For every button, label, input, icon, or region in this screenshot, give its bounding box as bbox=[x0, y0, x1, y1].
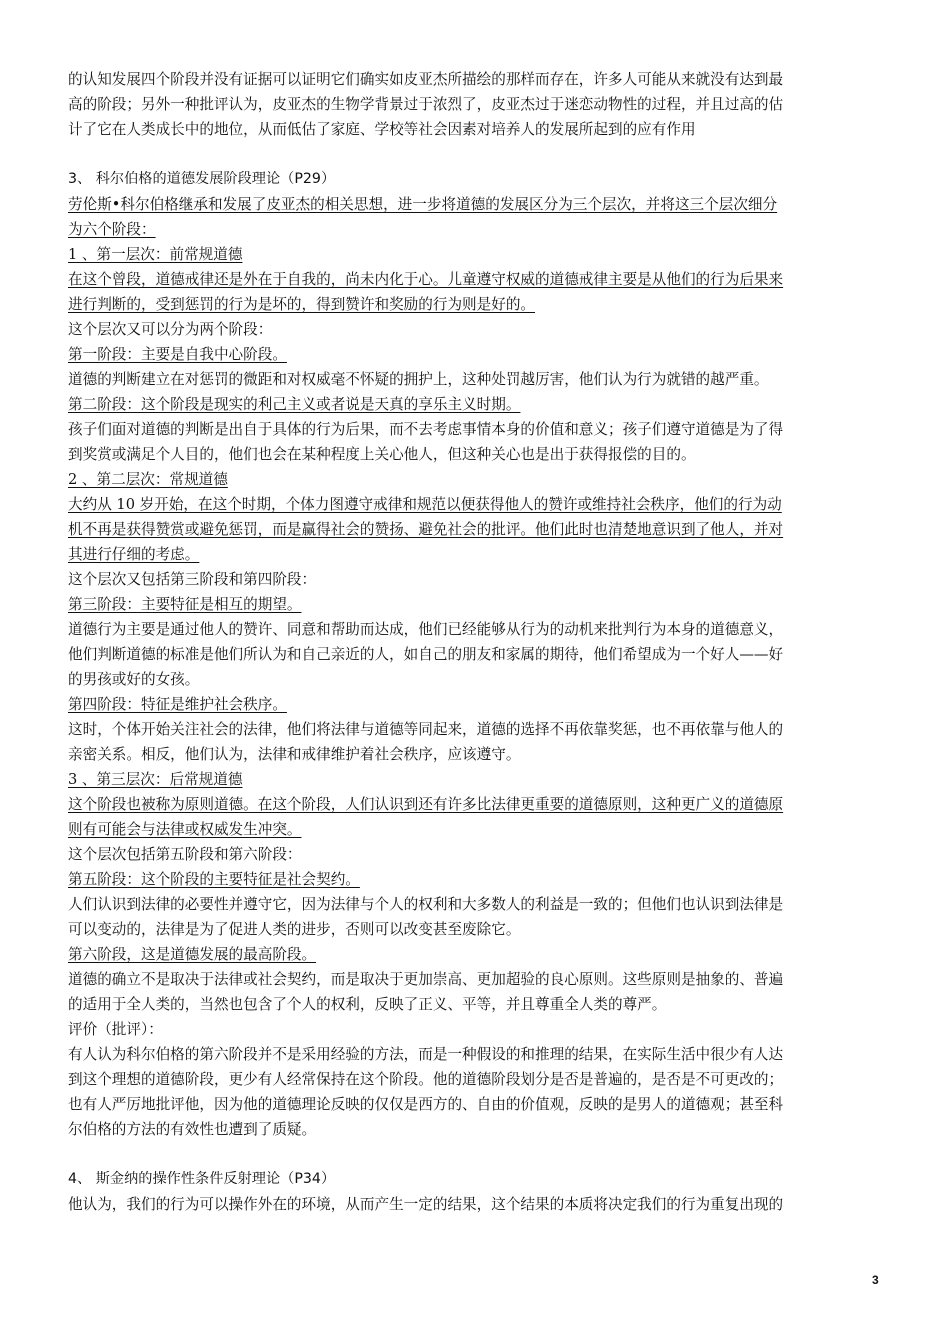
text-line: 计了它在人类成长中的地位，从而低估了家庭、学校等社会因素对培养人的发展所起到的应有作用 bbox=[68, 121, 696, 138]
text-line: 这时，个体开始关注社会的法律，他们将法律与道德等同起来，道德的选择不再依靠奖惩，也不再依靠与他人的 bbox=[68, 721, 784, 738]
text-line: 道德行为主要是通过他人的赞许、同意和帮助而达成，他们已经能够从行为的动机来批判行为本身的道德意义， bbox=[68, 621, 784, 638]
text-line: 机不再是获得赞赏或避免惩罚，而是赢得社会的赞扬、避免社会的批评。他们此时也清楚地意识到了他人，并对 bbox=[68, 521, 784, 538]
section3-intro bbox=[68, 192, 884, 242]
level3-title: 3 、第三层次：后常规道德 bbox=[68, 771, 243, 788]
paragraph-gap bbox=[68, 1142, 884, 1167]
text-line: 其进行仔细的考虑。 bbox=[68, 546, 200, 563]
stage3-title: 第三阶段：主要特征是相互的期望。 bbox=[68, 596, 302, 613]
text-line: 他们判断道德的标准是他们所认为和自己亲近的人，如自己的朋友和家属的期待，他们希望成为一个好人——好 bbox=[68, 646, 784, 663]
level1-description bbox=[68, 267, 884, 317]
text-line: 劳伦斯•科尔伯格继承和发展了皮亚杰的相关思想，进一步将道德的发展区分为三个层次，并将这三个层次细分 bbox=[68, 196, 778, 213]
level2-title: 2 、第二层次：常规道德 bbox=[68, 471, 228, 488]
text-line: 的适用于全人类的，当然也包含了个人的权利，反映了正义、平等，并且尊重全人类的尊严。 bbox=[68, 996, 667, 1013]
text-line: 尔伯格的方法的有效性也遭到了质疑。 bbox=[68, 1121, 317, 1138]
text-line: 有人认为科尔伯格的第六阶段并不是采用经验的方法，而是一种假设的和推理的结果，在实际生活中很少有人达 bbox=[68, 1046, 784, 1063]
text-line: 在这个曾段，道德戒律还是外在于自我的，尚未内化于心。儿童遵守权威的道德戒律主要是从他们的行为后果来 bbox=[68, 271, 784, 288]
text-line: 道德的判断建立在对惩罚的微距和对权威毫不怀疑的拥护上，这种处罚越厉害，他们认为行为就错的越严重。 bbox=[68, 371, 769, 388]
level2-description bbox=[68, 492, 884, 567]
text-line: 也有人严厉地批评他，因为他的道德理论反映的仅仅是西方的、自由的价值观，反映的是男人的道德观；甚至科 bbox=[68, 1096, 784, 1113]
text-line: 的男孩或好的女孩。 bbox=[68, 671, 200, 688]
text-line: 进行判断的，受到惩罚的行为是坏的，得到赞许和奖励的行为则是好的。 bbox=[68, 296, 536, 313]
level3-note: 这个层次包括第五阶段和第六阶段： bbox=[68, 846, 302, 863]
text-line: 人们认识到法律的必要性并遵守它，因为法律与个人的权利和大多数人的利益是一致的；但他们也认识到法律是 bbox=[68, 896, 784, 913]
text-line: 道德的确立不是取决于法律或社会契约，而是取决于更加崇高、更加超验的良心原则。这些原则是抽象的、普遍 bbox=[68, 971, 784, 988]
level2-note: 这个层次又包括第三阶段和第四阶段： bbox=[68, 571, 317, 588]
stage5-description bbox=[68, 892, 884, 942]
page-content bbox=[68, 67, 884, 1217]
text-line: 大约从 10 岁开始，在这个时期，个体力图遵守戒律和规范以便获得他人的赞许或维持社会秩序，他们的行为动 bbox=[68, 496, 782, 513]
text-line: 高的阶段；另外一种批评认为，皮亚杰的生物学背景过于浓烈了，皮亚杰过于迷恋动物性的过程，并且过高的估 bbox=[68, 96, 784, 113]
text-line: 到奖赏或满足个人目的，他们也会在某种程度上关心他人，但这种关心也是出于获得报偿的目的。 bbox=[68, 446, 696, 463]
paragraph-gap bbox=[68, 142, 884, 167]
stage3-description bbox=[68, 617, 884, 692]
stage6-description bbox=[68, 967, 884, 1017]
stage2-title: 第二阶段：这个阶段是现实的利己主义或者说是天真的享乐主义时期。 bbox=[68, 396, 521, 413]
text-line: 孩子们面对道德的判断是出自于具体的行为后果，而不去考虑事情本身的价值和意义；孩子们遵守道德是为了得 bbox=[68, 421, 784, 438]
section4-heading: 4、 斯金纳的操作性条件反射理论（P34） bbox=[68, 1171, 336, 1187]
text-line: 到这个理想的道德阶段，更少有人经常保持在这个阶段。他的道德阶段划分是否是普遍的，是否是不可更改的； bbox=[68, 1071, 784, 1088]
stage6-title: 第六阶段，这是道德发展的最高阶段。 bbox=[68, 946, 317, 963]
critique-title: 评价（批评）： bbox=[68, 1021, 163, 1038]
text-line: 则有可能会与法律或权威发生冲突。 bbox=[68, 821, 302, 838]
stage4-title: 第四阶段：特征是维护社会秩序。 bbox=[68, 696, 287, 713]
text-line: 为六个阶段： bbox=[68, 221, 156, 238]
level3-description bbox=[68, 792, 884, 842]
stage1-description bbox=[68, 367, 884, 392]
text-line: 的认知发展四个阶段并没有证据可以证明它们确实如皮亚杰所描绘的那样而存在，许多人可能从来就没有达到最 bbox=[68, 71, 784, 88]
text-line: 亲密关系。相反，他们认为，法律和戒律维护着社会秩序，应该遵守。 bbox=[68, 746, 521, 763]
level1-note: 这个层次又可以分为两个阶段： bbox=[68, 321, 273, 338]
stage4-description bbox=[68, 717, 884, 767]
critique-paragraph bbox=[68, 1042, 884, 1142]
stage5-title: 第五阶段：这个阶段的主要特征是社会契约。 bbox=[68, 871, 360, 888]
text-line: 可以变动的，法律是为了促进人类的进步，否则可以改变甚至废除它。 bbox=[68, 921, 521, 938]
stage2-description bbox=[68, 417, 884, 467]
text-line: 这个阶段也被称为原则道德。在这个阶段，人们认识到还有许多比法律更重要的道德原则，这种更广义的道德原 bbox=[68, 796, 784, 813]
text-line: 他认为，我们的行为可以操作外在的环境，从而产生一定的结果，这个结果的本质将决定我们的行为重复出现的 bbox=[68, 1196, 784, 1213]
intro-paragraph bbox=[68, 67, 884, 142]
stage1-title: 第一阶段：主要是自我中心阶段。 bbox=[68, 346, 287, 363]
section3-heading: 3、 科尔伯格的道德发展阶段理论（P29） bbox=[68, 171, 336, 187]
section4-paragraph bbox=[68, 1192, 884, 1217]
page-number: 3 bbox=[872, 1273, 879, 1287]
level1-title: 1 、第一层次：前常规道德 bbox=[68, 246, 243, 263]
